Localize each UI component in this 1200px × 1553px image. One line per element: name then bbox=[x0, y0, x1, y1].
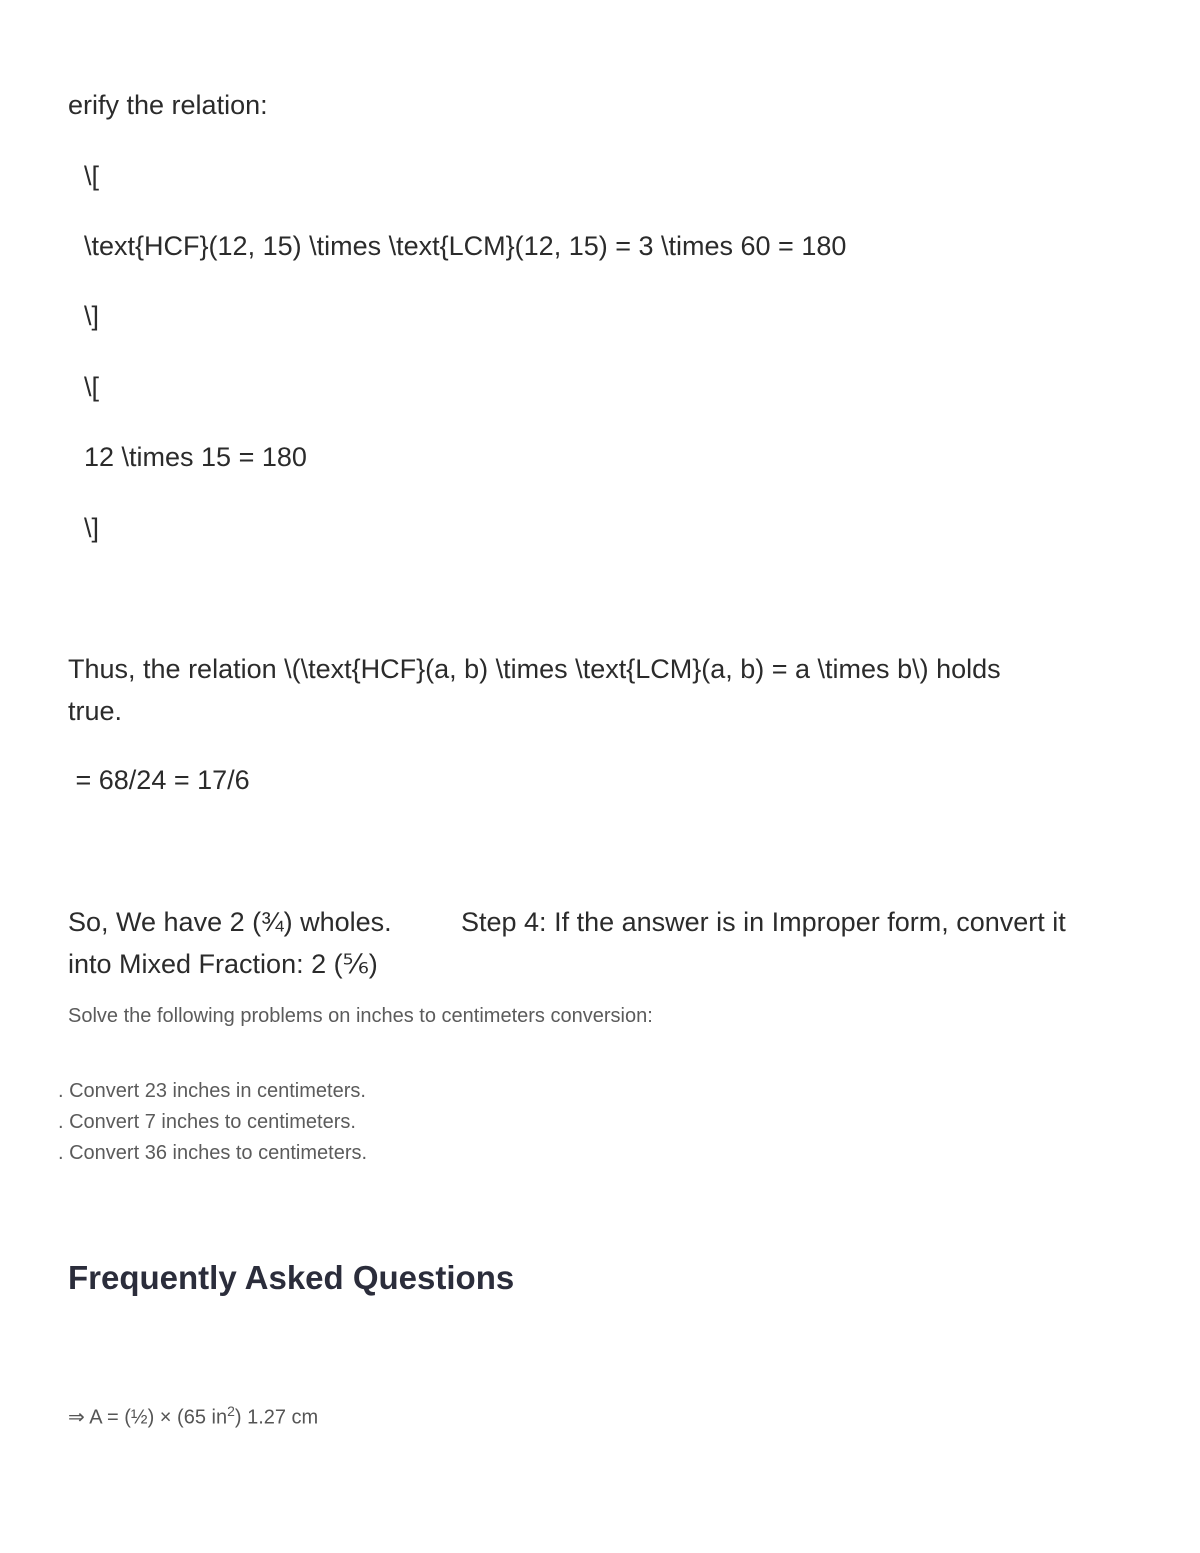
math-open-bracket: \[ bbox=[84, 372, 100, 402]
area-formula-exponent: 2 bbox=[227, 1403, 235, 1419]
math-equation-product: 12 \times 15 = 180 bbox=[84, 442, 307, 472]
problem-item: . Convert 23 inches in centimeters. bbox=[58, 1080, 366, 1102]
mixed-fraction-result: into Mixed Fraction: 2 (⅚) bbox=[68, 949, 378, 979]
fraction-result: = 68/24 = 17/6 bbox=[68, 765, 250, 795]
problems-heading: Solve the following problems on inches to centimeters conversion: bbox=[68, 1005, 653, 1027]
faq-heading: Frequently Asked Questions bbox=[68, 1259, 515, 1296]
conclusion-line-1: Thus, the relation \(\text{HCF}(a, b) \times \text{LCM}(a, b) = a \times b\) holds bbox=[68, 654, 1001, 684]
step-4-text: Step 4: If the answer is in Improper form, convert it bbox=[461, 907, 1066, 937]
math-close-bracket: \] bbox=[84, 301, 100, 331]
area-formula-suffix: ) 1.27 cm bbox=[234, 1406, 319, 1429]
math-open-bracket: \[ bbox=[84, 161, 100, 191]
conclusion-line-2: true. bbox=[68, 696, 123, 726]
math-equation-hcf-lcm: \text{HCF}(12, 15) \times \text{LCM}(12, 15) = 3 \times 60 = 180 bbox=[84, 231, 847, 261]
area-formula bbox=[68, 1403, 318, 1430]
math-close-bracket: \] bbox=[84, 513, 100, 543]
area-formula-prefix: ⇒ A = (½) × (65 in bbox=[68, 1406, 228, 1429]
problem-item: . Convert 7 inches to centimeters. bbox=[58, 1111, 356, 1133]
mixed-fraction-statement: So, We have 2 (¾) wholes. bbox=[68, 907, 392, 937]
problem-item: . Convert 36 inches to centimeters. bbox=[58, 1142, 368, 1164]
verify-intro: erify the relation: bbox=[68, 90, 268, 120]
